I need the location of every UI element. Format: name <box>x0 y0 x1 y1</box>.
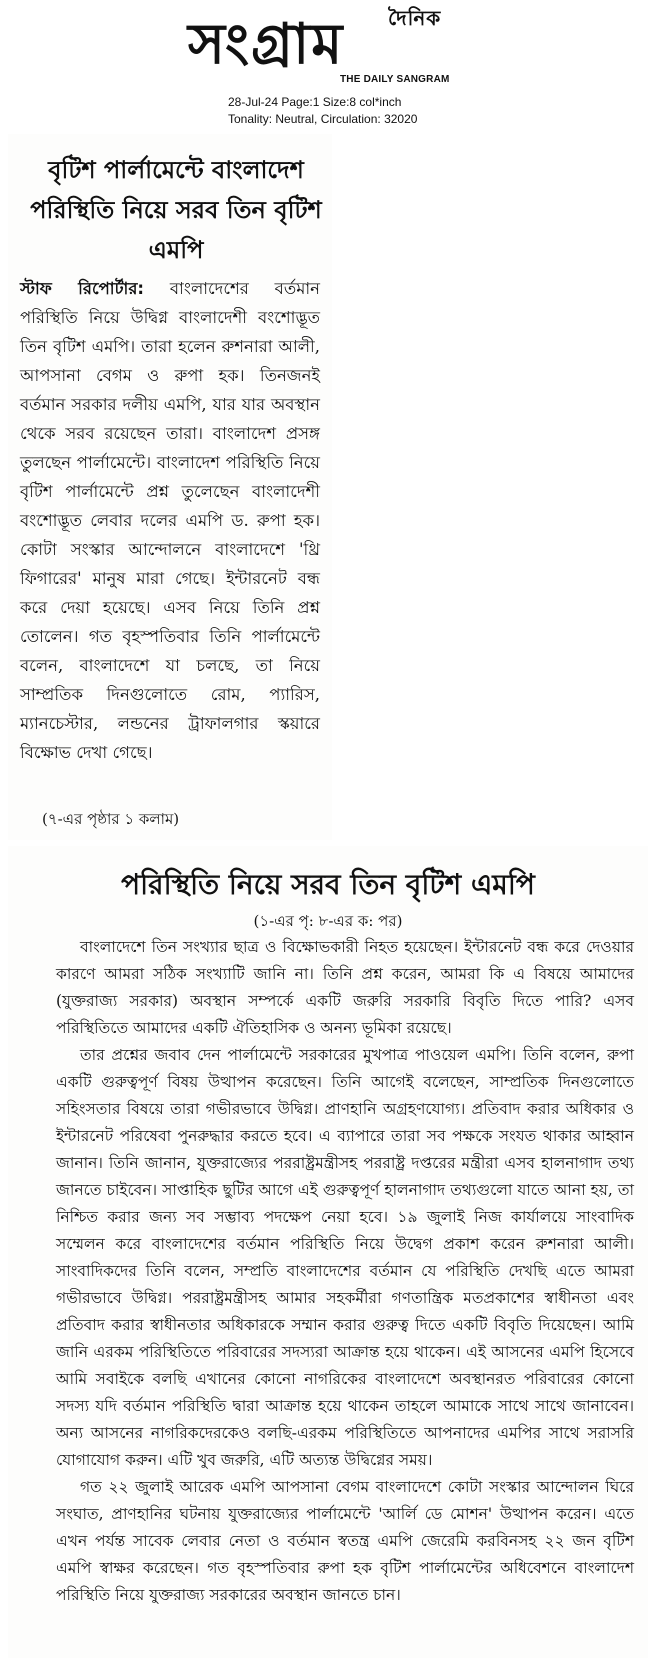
continuation-headline: পরিস্থিতি নিয়ে সরব তিন বৃটিশ এমপি <box>121 868 535 901</box>
clipping-meta-date: 28-Jul-24 Page:1 Size:8 col*inch <box>228 95 402 109</box>
clipping-meta-tonality: Tonality: Neutral, Circulation: 32020 <box>228 112 418 126</box>
continuation-clipping <box>8 846 648 1658</box>
article-body <box>20 274 320 767</box>
logo-dainik: দৈনিক <box>388 6 442 30</box>
paragraph: তার প্রশ্নের জবাব দেন পার্লামেন্টে সরকারের মুখপাত্র পাওয়েল এমপি। তিনি বলেন, রুপা একটি গুরুত্বপূর্ণ বিষয় উত্থাপন করেছেন। তিনি আগেই বলেছেন, সাম্প্রতিক দিনগুলোতে সহিংসতার বিষয়ে তারা গভীরভাবে উদ্বিগ্ন। প্রাণহানি অগ্রহণযোগ্য। প্রতিবাদ করার অধিকার ও ইন্টারনেট পরিষেবা পুনরুদ্ধার করতে হবে। এ ব্যাপারে তারা সব পক্ষকে সংযত থাকার আহ্বান জানান। তিনি জানান, যুক্তরাজ্যের পররাষ্ট্রমন্ত্রীসহ পররাষ্ট্র দপ্তরের মন্ত্রীরা এসব হালনাগাদ তথ্য জানতে চাইবেন। সাপ্তাহিক ছুটির আগে এই গুরুত্বপূর্ণ হালনাগাদ তথ্যগুলো যাতে আনা হয়, তা নিশ্চিত করার জন্য সব সম্ভাব্য পদক্ষেপ নেয়া হবে। ১৯ জুলাই নিজ কার্যালয়ে সাংবাদিক সম্মেলন করে বাংলাদেশের বর্তমান পরিস্থিতি নিয়ে উদ্বেগ প্রকাশ করেন রুশনারা আলী। সাংবাদিকদের তিনি বলেন, সম্প্রতি বাংলাদেশের বর্তমান যে পরিস্থিতি দেখছি এতে আমরা গভীরভাবে উদ্বিগ্ন। পররাষ্ট্রমন্ত্রীসহ আমার সহকর্মীরা গণতান্ত্রিক মতপ্রকাশের স্বাধীনতা এবং প্রতিবাদ করার স্বাধীনতার অধিকারকে সম্মান করার গুরুত্ব দিতে একটি বিবৃতি দিয়েছেন। আমি জানি এরকম পরিস্থিতিতে পরিবারের সদস্যরা আক্রান্ত হয়ে থাকেন। এই আসনের এমপি হিসেবে আমি সবাইকে বলছি এখানের কোনো নাগরিকের বাংলাদেশে অবস্থানরত পরিবারের কোনো সদস্য যদি বর্তমান পরিস্থিতি দ্বারা আক্রান্ত হয়ে থাকেন তাহলে আমাকে সাথে সাথে জানাবেন। অন্য আসনের নাগরিকদেরকেও বলছি-এরকম পরিস্থিতিতে আপনাদের এমপির সাথে সরাসরি যোগাযোগ করুন। এটি খুব জরুরি, এটি অত্যন্ত উদ্বিগ্নের সময়। <box>56 1046 634 1469</box>
article-headline: বৃটিশ পার্লামেন্টে বাংলাদেশ পরিস্থিতি নিয়ে সরব তিন বৃটিশ এমপি <box>30 156 322 264</box>
jump-note: (৭-এর পৃষ্ঠার ১ কলাম) <box>42 810 180 828</box>
masthead <box>0 0 656 128</box>
continuation-body <box>56 934 634 1609</box>
continued-from-note: (১-এর পৃ: ৮-এর ক: পর) <box>253 912 403 930</box>
newspaper-logo: সংগ্রাম <box>188 11 345 77</box>
article-body-text: বাংলাদেশের বর্তমান পরিস্থিতি নিয়ে উদ্বিগ্ন বাংলাদেশী বংশোদ্ভূত তিন বৃটিশ এমপি। তারা হলেন রুশনারা আলী, আপসানা বেগম ও রুপা হক। তিনজনই বর্তমান সরকার দলীয় এমপি, যার যার অবস্থান থেকে সরব রয়েছেন তারা। বাংলাদেশ প্রসঙ্গ তুলছেন পার্লামেন্টে। বাংলাদেশ পরিস্থিতি নিয়ে বৃটিশ পার্লামেন্টে প্রশ্ন তুলেছেন বাংলাদেশী বংশোদ্ভূত লেবার দলের এমপি ড. রুপা হক। কোটা সংস্কার আন্দোলনে বাংলাদেশে 'থ্রি ফিগারের' মানুষ মারা গেছে। ইন্টারনেট বন্ধ করে দেয়া হয়েছে। এসব নিয়ে তিনি প্রশ্ন তোলেন। গত বৃহস্পতিবার তিনি পার্লামেন্টে বলেন, বাংলাদেশে যা চলছে, তা নিয়ে সাম্প্রতিক দিনগুলোতে রোম, প্যারিস, ম্যানচেস্টার, লন্ডনের ট্রাফালগার স্কয়ারে বিক্ষোভ দেখা গেছে। <box>20 279 320 762</box>
front-page-clipping <box>8 134 332 840</box>
byline: স্টাফ রিপোর্টার: <box>20 279 145 298</box>
logo-english-caption: THE DAILY SANGRAM <box>340 74 450 85</box>
paragraph: গত ২২ জুলাই আরেক এমপি আপসানা বেগম বাংলাদেশে কোটা সংস্কার আন্দোলন ঘিরে সংঘাত, প্রাণহানির ঘটনায় যুক্তরাজ্যের পার্লামেন্টে 'আর্লি ডে মোশন' উত্থাপন করেন। এতে এখন পর্যন্ত সাবেক লেবার নেতা ও বর্তমান স্বতন্ত্র এমপি জেরেমি করবিনসহ ২২ জন বৃটিশ এমপি স্বাক্ষর করেছেন। গত বৃহস্পতিবার রুপা হক বৃটিশ পার্লামেন্টের অধিবেশনে বাংলাদেশ পরিস্থিতি নিয়ে যুক্তরাজ্য সরকারের অবস্থান জানতে চান। <box>56 1478 634 1604</box>
paragraph: বাংলাদেশে তিন সংখ্যার ছাত্র ও বিক্ষোভকারী নিহত হয়েছেন। ইন্টারনেট বন্ধ করে দেওয়ার কারণে আমরা সঠিক সংখ্যাটি জানি না। তিনি প্রশ্ন করেন, আমরা কি এ বিষয়ে আমাদের (যুক্তরাজ্য সরকার) অবস্থান সম্পর্কে একটি জরুরি সরকারি বিবৃতি দিতে পারি? এসব পরিস্থিতিতে আমাদের একটি ঐতিহাসিক ও অনন্য ভূমিকা রয়েছে। <box>56 938 634 1037</box>
